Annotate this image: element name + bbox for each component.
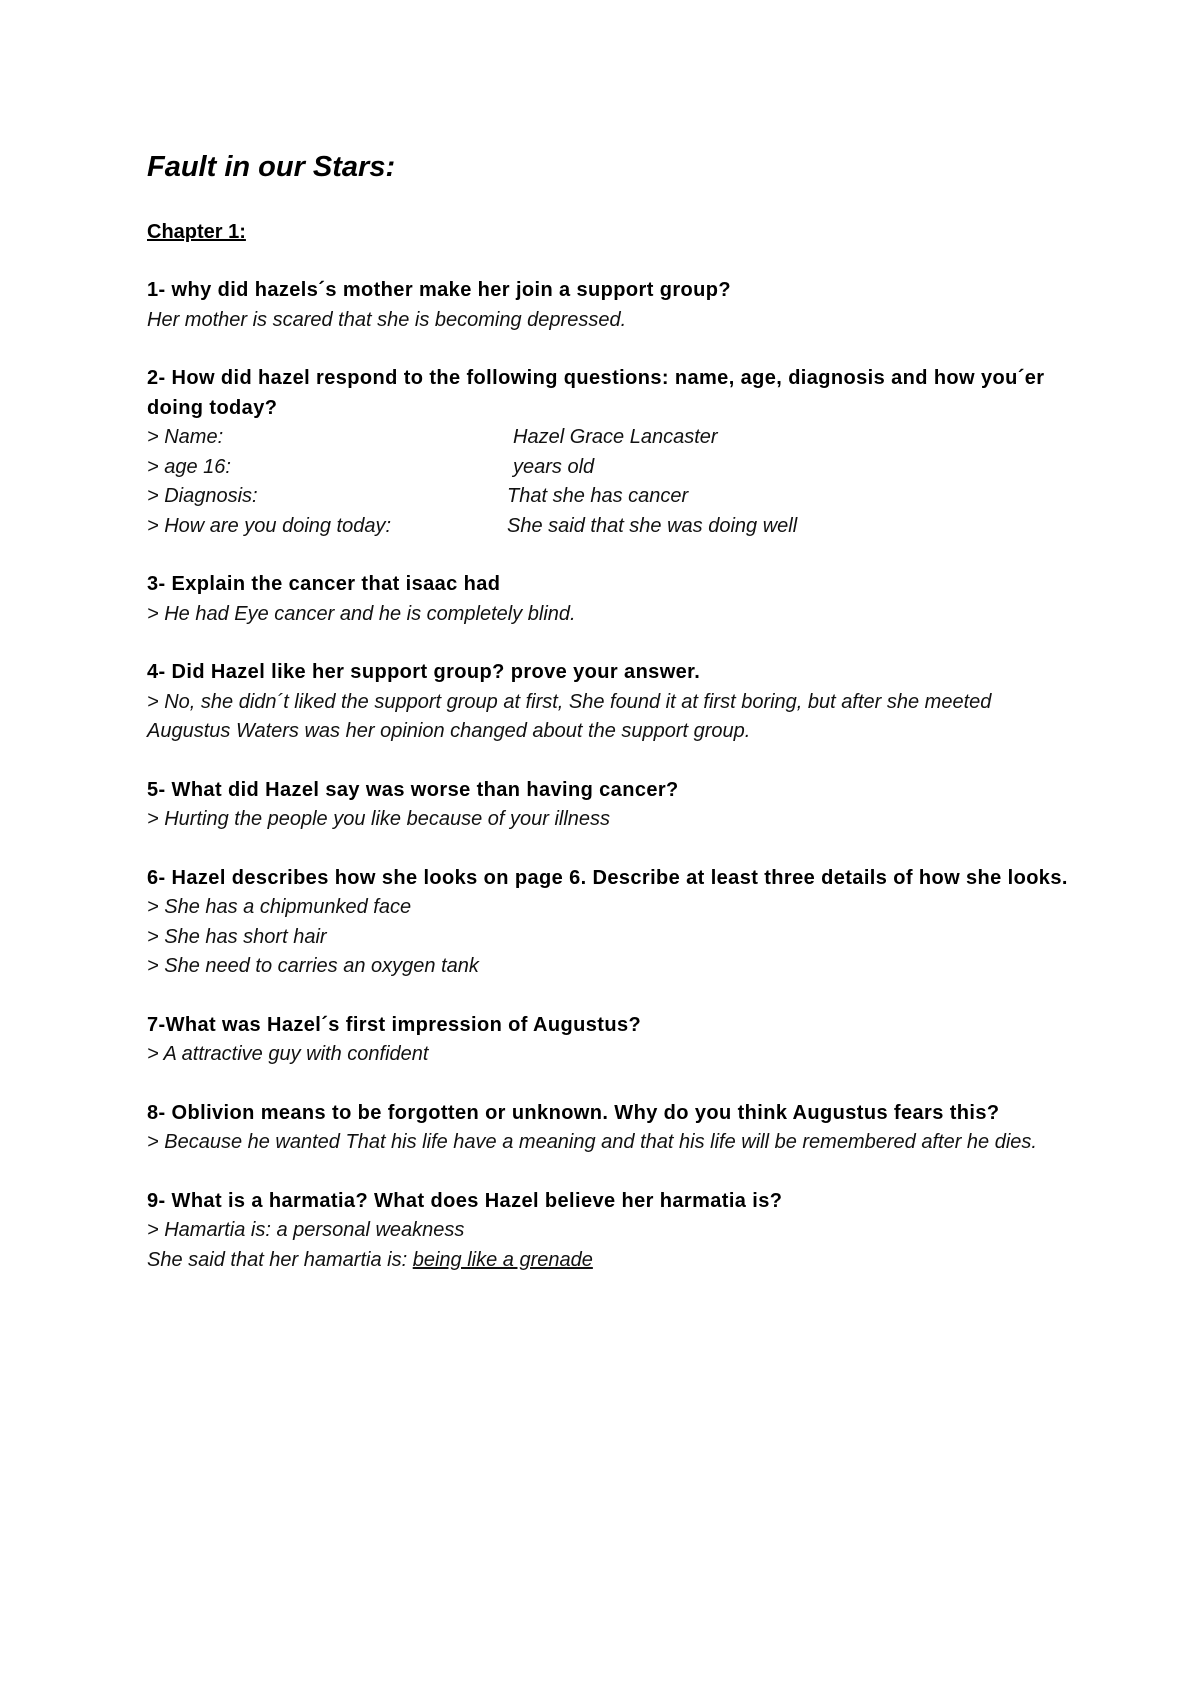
question-8: 8- Oblivion means to be forgotten or unknown. Why do you think Augustus fears this? (147, 1101, 1000, 1124)
question-9: 9- What is a harmatia? What does Hazel believe her harmatia is? (147, 1189, 783, 1212)
answer-row-value: years old (513, 455, 595, 478)
answer-9-underlined: being like a grenade (412, 1248, 593, 1271)
answer-5: > Hurting the people you like because of your illness (147, 808, 611, 830)
question-block-7 (147, 1011, 1077, 1070)
question-block-3 (147, 570, 1077, 629)
answer-row-doing-today (147, 512, 1077, 542)
answer-9-line-1: > Hamartia is: a personal weakness (147, 1219, 465, 1241)
question-block-9 (147, 1187, 1077, 1276)
question-1: 1- why did hazels´s mother make her join a support group? (147, 279, 731, 301)
answer-8: > Because he wanted That his life have a meaning and that his life will be remembered after he dies. (147, 1131, 1037, 1153)
answer-row-name (147, 423, 1077, 453)
answer-row-value: Hazel Grace Lancaster (513, 426, 718, 448)
answer-4: > No, she didn´t liked the support group at first, She found it at first boring, but after she meeted Augustus Waters was her opinion changed about the support group. (147, 690, 992, 742)
question-6: 6- Hazel describes how she looks on page 6. Describe at least three details of how she looks. (147, 866, 1068, 889)
answer-6-line-1: > She has a chipmunked face (147, 896, 412, 918)
question-block-4 (147, 658, 1077, 747)
question-block-2 (147, 364, 1077, 541)
answer-row-label: > How are you doing today: (147, 514, 392, 537)
document-title: Fault in our Stars: (147, 151, 396, 183)
answer-row-label: > Diagnosis: (147, 485, 258, 507)
question-block-5 (147, 776, 1077, 835)
answer-row-label: > Name: (147, 426, 224, 448)
question-block-6 (147, 864, 1077, 982)
question-3: 3- Explain the cancer that isaac had (147, 573, 501, 595)
question-block-8 (147, 1099, 1077, 1158)
answer-9-line-2 (147, 1246, 1077, 1276)
answer-7: > A attractive guy with confident (147, 1043, 429, 1065)
chapter-heading: Chapter 1: (147, 221, 246, 243)
answer-row-label: > age 16: (147, 455, 231, 478)
question-2: 2- How did hazel respond to the following questions: name, age, diagnosis and how you´er doing today? (147, 367, 1045, 419)
question-4: 4- Did Hazel like her support group? prove your answer. (147, 661, 701, 683)
answer-row-value: She said that she was doing well (507, 514, 798, 537)
answer-9-prefix: She said that her hamartia is: (147, 1248, 413, 1271)
answer-row-diagnosis (147, 482, 1077, 512)
answer-row-value: That she has cancer (507, 485, 689, 507)
document-page (147, 138, 1077, 1275)
question-7: 7-What was Hazel´s first impression of Augustus? (147, 1013, 642, 1036)
answer-1: Her mother is scared that she is becoming depressed. (147, 308, 627, 331)
question-block-1 (147, 276, 1077, 335)
answer-6-line-3: > She need to carries an oxygen tank (147, 955, 479, 977)
answer-row-age (147, 453, 1077, 483)
answer-6-line-2: > She has short hair (147, 925, 327, 948)
answer-3: > He had Eye cancer and he is completely blind. (147, 602, 576, 625)
question-5: 5- What did Hazel say was worse than having cancer? (147, 778, 679, 801)
